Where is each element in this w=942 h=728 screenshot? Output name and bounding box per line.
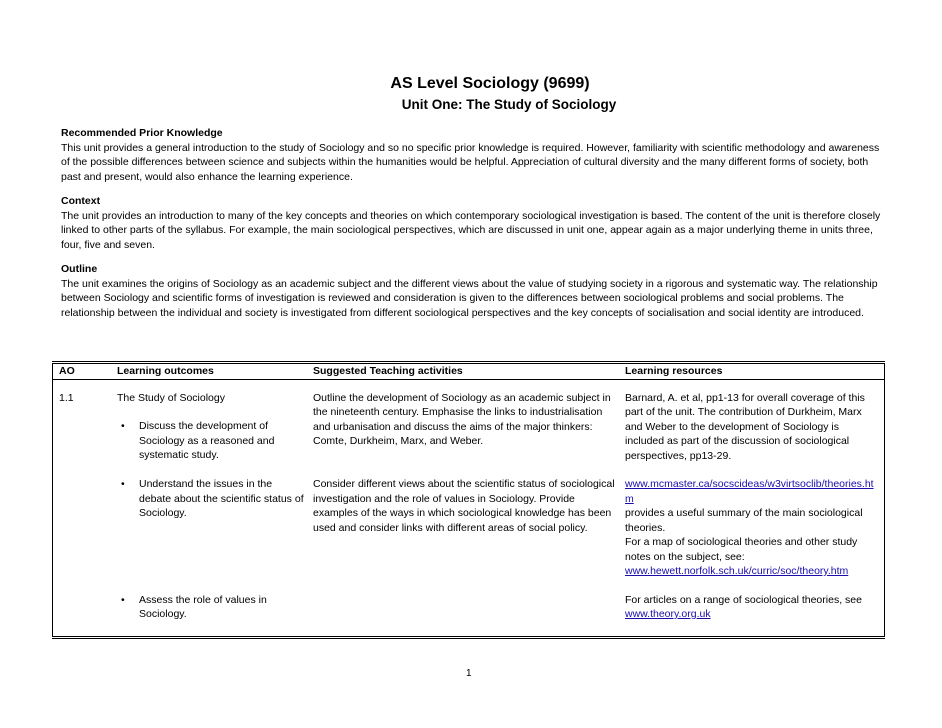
context-text: The unit provides an introduction to many of the key concepts and theories on which contemporary sociological investigation is based. The content of the unit is therefore closely linked to other parts of the syllabus. For example, the main sociological perspectives, which are discussed in unit one, appear again as a major underlying theme in units three, four, five and seven.	[61, 209, 881, 251]
intro-sections	[61, 126, 883, 330]
resource-cell: Barnard, A. et al, pp1-13 for overall coverage of this part of the unit. The contribution of Durkheim, Marx and Weber to the development of Sociology is included as part of the discussion of sociological perspectives, pp13-29.	[625, 391, 865, 462]
outline-text: The unit examines the origins of Sociology as an academic subject and the different views about the value of studying society in a rigorous and systematic way. The relationship between Sociology and scientific forms of investigation is reviewed and consideration is given to the differences between sociological problems and social problems. The relationship between the individual and society is investigated from different sociological perspectives and the key concepts of socialisation and social identity are introduced.	[61, 277, 878, 319]
outcome-cell	[113, 463, 309, 579]
table-row	[53, 379, 885, 463]
prior-knowledge-heading: Recommended Prior Knowledge	[61, 127, 223, 139]
prior-knowledge-text: This unit provides a general introduction to the study of Sociology and so no specific prior knowledge is required. However, familiarity with scientific methodology and awareness of the possible differences between science and subjects within the humanities would be helpful. Appreciation of cultural diversity and the many different forms of society, both past and present, would also enhance the learning experience.	[61, 141, 880, 183]
outcome-list	[117, 477, 305, 521]
context-heading: Context	[61, 195, 101, 207]
prior-knowledge-section	[61, 126, 883, 184]
title-block	[0, 74, 942, 114]
context-section	[61, 194, 883, 252]
header-teaching-activities: Suggested Teaching activities	[309, 363, 621, 380]
header-learning-outcomes: Learning outcomes	[113, 363, 309, 380]
bullet-icon: •	[121, 478, 125, 490]
outcome-cell	[113, 379, 309, 463]
header-ao: AO	[53, 363, 114, 380]
resource-note: For a map of sociological theories and other study notes on the subject, see:	[625, 536, 858, 563]
mcmaster-link[interactable]: www.mcmaster.ca/socscideas/w3virtsoclib/theories.htm	[625, 478, 874, 505]
table-row	[53, 579, 885, 638]
outcome-text: Understand the issues in the debate about the scientific status of Sociology.	[139, 478, 304, 519]
resource-cell	[621, 463, 885, 579]
header-learning-resources: Learning resources	[621, 363, 885, 380]
document-title: AS Level Sociology (9699)	[390, 75, 590, 92]
scheme-of-work-table	[52, 361, 885, 639]
ao-code: 1.1	[59, 391, 74, 404]
outcome-text: Assess the role of values in Sociology.	[139, 593, 267, 620]
outcome-list	[117, 419, 305, 463]
outcome-list	[117, 593, 305, 622]
activity-cell: Outline the development of Sociology as an academic subject in the nineteenth century. Emphasise the links to industrialisation and urbanisation and discuss the aims of the major thinkers: Comte, Durkheim, Marx, and Weber.	[313, 391, 611, 447]
hewett-link[interactable]: www.hewett.norfolk.sch.uk/curric/soc/theory.htm	[625, 565, 849, 577]
outline-section	[61, 262, 883, 320]
bullet-icon: •	[121, 420, 125, 432]
list-item	[117, 419, 305, 463]
resource-cell	[621, 579, 885, 638]
table-header-row	[53, 363, 885, 380]
theory-link[interactable]: www.theory.org.uk	[625, 608, 711, 620]
activity-cell: Consider different views about the scientific status of sociological investigation and the role of values in Sociology. Provide examples of the ways in which sociological knowledge has been used and consider links with different areas of social policy.	[313, 478, 615, 534]
page-number: 1	[466, 668, 472, 679]
outcome-cell	[113, 579, 309, 638]
topic-title: The Study of Sociology	[117, 391, 225, 404]
bullet-icon: •	[121, 593, 125, 606]
resource-note: For articles on a range of sociological theories, see	[625, 593, 862, 606]
table-row	[53, 463, 885, 579]
list-item	[117, 477, 305, 521]
outcome-text: Discuss the development of Sociology as a reasoned and systematic study.	[139, 420, 275, 461]
list-item	[117, 593, 305, 622]
resource-note: provides a useful summary of the main sociological theories.	[625, 507, 863, 534]
document-subtitle: Unit One: The Study of Sociology	[401, 97, 617, 112]
outline-heading: Outline	[61, 263, 98, 275]
